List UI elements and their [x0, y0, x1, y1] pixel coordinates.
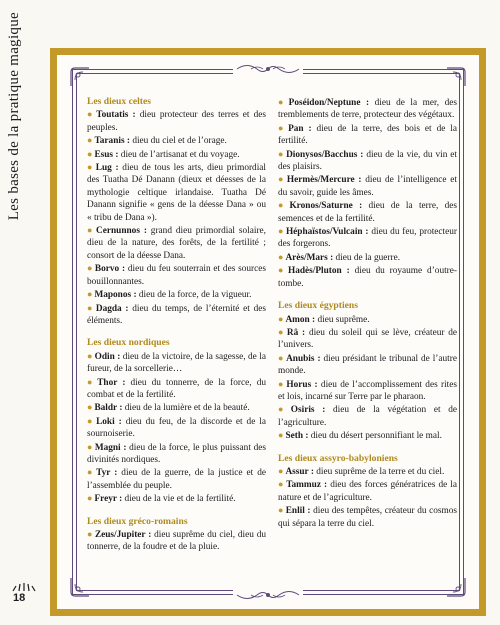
bullet-icon: ● — [278, 174, 285, 185]
corner-ornament-icon — [69, 576, 91, 598]
deity-entry — [87, 492, 266, 505]
deity-description: dieu du tonnerre, de la force, du combat et de la fertilité. — [87, 377, 266, 400]
bullet-icon: ● — [87, 148, 93, 159]
section-heading: Les dieux celtes — [87, 96, 151, 107]
deity-entry — [278, 478, 457, 504]
deity-description: dieu de l’accomplissement des rites et lois, incarné sur Terre par le pharaon. — [278, 379, 458, 402]
deity-entry — [278, 313, 457, 326]
deity-name: Lug : — [95, 163, 119, 174]
deity-description: dieu de la vie et de la fertilité. — [122, 494, 236, 505]
bullet-icon: ● — [278, 97, 287, 107]
deity-description: dieu suprême. — [315, 314, 370, 325]
deity-entry — [278, 352, 457, 378]
deity-entry — [278, 251, 457, 264]
deity-name: Toutatis : — [96, 110, 136, 121]
deity-name: Héphaïstos/Vulcain : — [285, 227, 369, 238]
deity-entry — [87, 466, 266, 492]
top-flourish-icon — [233, 62, 303, 76]
deity-entry — [87, 161, 266, 224]
deity-name: Osiris : — [290, 405, 326, 416]
deity-description: dieu suprême de la terre et du ciel. — [313, 466, 445, 477]
deity-name: Seth : — [285, 431, 309, 442]
deity-description: dieu du désert personnifiant le mal. — [308, 431, 442, 442]
sun-rays-icon — [10, 578, 38, 592]
deity-description: dieu du feu souterrain et des sources bouillonnantes. — [87, 264, 267, 287]
bullet-icon: ● — [278, 200, 288, 211]
deity-entry — [278, 429, 457, 442]
deity-entry — [278, 199, 457, 225]
deity-description: dieu du ciel et de l’orage. — [130, 136, 227, 147]
section-heading: Les dieux gréco-romains — [87, 515, 188, 527]
deity-description: dieu de la victoire, de la sagesse, de la fureur, de la sorcellerie… — [87, 351, 266, 375]
bullet-icon: ● — [87, 109, 95, 120]
deity-description: dieu de la végétation et de l’agriculture. — [278, 405, 457, 428]
section-title-text: Les bases de la pratique magique — [6, 12, 22, 221]
page-number-block — [10, 578, 40, 618]
deity-entry — [278, 148, 457, 174]
deity-name: Anubis : — [286, 353, 321, 364]
page-number: 18 — [13, 592, 26, 604]
deity-description: dieu des tempêtes, créateur du cosmos qui sépara la terre du ciel. — [278, 506, 458, 529]
deity-name: Esus : — [94, 149, 119, 160]
bullet-icon: ● — [278, 430, 284, 441]
section-heading: Les dieux assyro-babyloniens — [278, 452, 398, 464]
bullet-icon: ● — [87, 402, 93, 413]
deity-description: dieu de la guerre. — [333, 252, 401, 263]
bullet-icon: ● — [278, 378, 285, 389]
deity-description: dieu des forces génératrices de la nature et de l’agriculture. — [278, 480, 458, 503]
deity-name: Râ : — [286, 327, 306, 338]
deity-entry — [278, 173, 457, 199]
deity-description: dieu protecteur des terres et des peuples. — [87, 110, 267, 133]
deity-description: dieu de la terre, des semences et de la fertilité. — [278, 201, 458, 224]
deity-entry — [278, 378, 457, 404]
bullet-icon: ● — [87, 376, 96, 387]
deity-name: Zeus/Jupiter : — [94, 530, 152, 540]
bullet-icon: ● — [87, 415, 95, 426]
bullet-icon: ● — [87, 263, 93, 274]
running-section-title — [6, 12, 28, 312]
bullet-icon: ● — [87, 529, 93, 539]
deity-name: Hermès/Mercure : — [286, 175, 362, 186]
deity-description: dieu du feu, protecteur des forgerons. — [278, 227, 458, 250]
deity-entry — [87, 262, 266, 288]
deity-description: dieu de l’intelligence et du savoir, guide les âmes. — [278, 175, 457, 198]
deity-description: dieu présidant le tribunal de l’autre monde. — [278, 353, 457, 377]
deity-description: dieu de la lumière et de la beauté. — [122, 403, 250, 414]
corner-ornament-icon — [69, 66, 91, 88]
deity-name: Hadès/Pluton : — [288, 266, 350, 277]
deity-description: dieu de la guerre, de la justice et de l’assemblée du peuple. — [87, 468, 266, 491]
deity-entry — [87, 148, 266, 161]
deity-name: Thor : — [97, 377, 126, 388]
bullet-icon: ● — [278, 505, 284, 516]
bullet-icon: ● — [87, 441, 93, 452]
deity-description: dieu du temps, de l’éternité et des éléments. — [87, 303, 266, 326]
deity-description: dieu de la force, de la vigueur. — [136, 290, 252, 301]
bullet-icon: ● — [278, 251, 284, 262]
deity-name: Pan : — [288, 123, 312, 134]
text-columns — [87, 96, 457, 554]
deity-entry — [87, 441, 266, 467]
deity-description: dieu du royaume d’outre-tombe. — [278, 266, 457, 289]
deity-entry — [87, 376, 266, 402]
deity-description: dieu du feu, de la discorde et de la sournoiserie. — [87, 416, 266, 440]
deity-name: Cernunnos : — [96, 226, 147, 237]
bullet-icon: ● — [87, 302, 94, 313]
deity-name: Dionysos/Bacchus : — [286, 149, 364, 160]
bullet-icon: ● — [87, 162, 94, 173]
corner-ornament-icon — [445, 576, 467, 598]
deity-name: Loki : — [96, 416, 122, 427]
bullet-icon: ● — [87, 225, 95, 236]
deity-description: dieu de l’artisanat et du voyage. — [118, 149, 240, 160]
deity-description: dieu suprême du ciel, dieu du tonnerre, de la foudre et de la pluie. — [87, 530, 267, 553]
bullet-icon: ● — [87, 135, 93, 146]
bullet-icon: ● — [87, 467, 95, 478]
deity-name: Poséidon/Neptune : — [288, 98, 370, 108]
deity-entry — [87, 528, 266, 554]
bullet-icon: ● — [278, 479, 285, 490]
bullet-icon: ● — [278, 226, 284, 237]
deity-entry — [87, 302, 266, 328]
bullet-icon: ● — [87, 493, 93, 504]
deity-name: Odin : — [94, 351, 121, 362]
bullet-icon: ● — [278, 122, 287, 133]
left-column — [87, 96, 266, 554]
deity-name: Tyr : — [96, 468, 118, 479]
deity-entry — [278, 403, 457, 429]
bullet-icon: ● — [278, 352, 285, 363]
deity-description: dieu de la force, le plus puissant des divinités nordiques. — [87, 442, 267, 465]
bottom-flourish-icon — [233, 588, 303, 602]
section-heading: Les dieux nordiques — [87, 337, 170, 349]
bullet-icon: ● — [278, 148, 285, 159]
deity-description: dieu de la terre, des bois et de la fertilité. — [278, 123, 458, 147]
deity-name: Borvo : — [94, 264, 126, 275]
deity-name: Enlil : — [285, 506, 311, 517]
deity-entry — [87, 288, 266, 301]
deity-name: Magni : — [94, 442, 127, 453]
corner-ornament-icon — [445, 66, 467, 88]
deity-description: dieu du soleil qui se lève, créateur de l’univers. — [278, 327, 457, 351]
deity-entry — [87, 108, 266, 134]
deity-entry — [87, 415, 266, 441]
deity-description: grand dieu primordial solaire, dieu de la nature, des forêts, de la fertilité ; consort de la déesse Dana. — [87, 226, 267, 261]
deity-name: Amon : — [285, 314, 316, 325]
deity-entry — [278, 465, 457, 478]
section-heading: Les dieux égyptiens — [278, 300, 358, 312]
deity-name: Freyr : — [94, 494, 123, 505]
deity-name: Baldr : — [94, 403, 123, 414]
deity-entry — [278, 264, 457, 290]
bullet-icon: ● — [87, 350, 93, 361]
deity-entry — [278, 326, 457, 352]
deity-entry — [278, 122, 457, 148]
bullet-icon: ● — [278, 465, 284, 476]
deity-name: Tammuz : — [286, 480, 328, 491]
deity-entry — [278, 225, 457, 251]
deity-description: dieu de la mer, des tremblements de terre, protecteur des végétaux. — [278, 98, 457, 121]
deity-entry — [87, 350, 266, 376]
deity-description: dieu de la vie, du vin et des plaisirs. — [278, 149, 457, 173]
bullet-icon: ● — [278, 313, 284, 324]
right-column — [278, 96, 457, 554]
bullet-icon: ● — [87, 289, 93, 300]
deity-name: Kronos/Saturne : — [289, 201, 363, 212]
deity-entry — [87, 134, 266, 147]
deity-entry — [278, 96, 457, 122]
deity-name: Maponos : — [94, 290, 137, 301]
deity-entry — [278, 504, 457, 530]
bullet-icon: ● — [278, 404, 289, 415]
deity-entry — [87, 224, 266, 262]
deity-name: Dagda : — [95, 303, 129, 314]
deity-name: Arès/Mars : — [285, 252, 334, 263]
bullet-icon: ● — [278, 326, 285, 337]
deity-entry — [87, 401, 266, 414]
deity-name: Assur : — [285, 466, 314, 477]
deity-name: Horus : — [286, 379, 318, 390]
deity-name: Taranis : — [94, 136, 130, 147]
deity-description: dieu de tous les arts, dieu primordial des Tuatha Dé Danann (dieux et déesses de la mythologie celtique irlandaise. Tuatha Dé Danann signifie « gens de la déesse Dana » ou « tribu de Dana »). — [87, 163, 266, 223]
bullet-icon: ● — [278, 265, 286, 276]
